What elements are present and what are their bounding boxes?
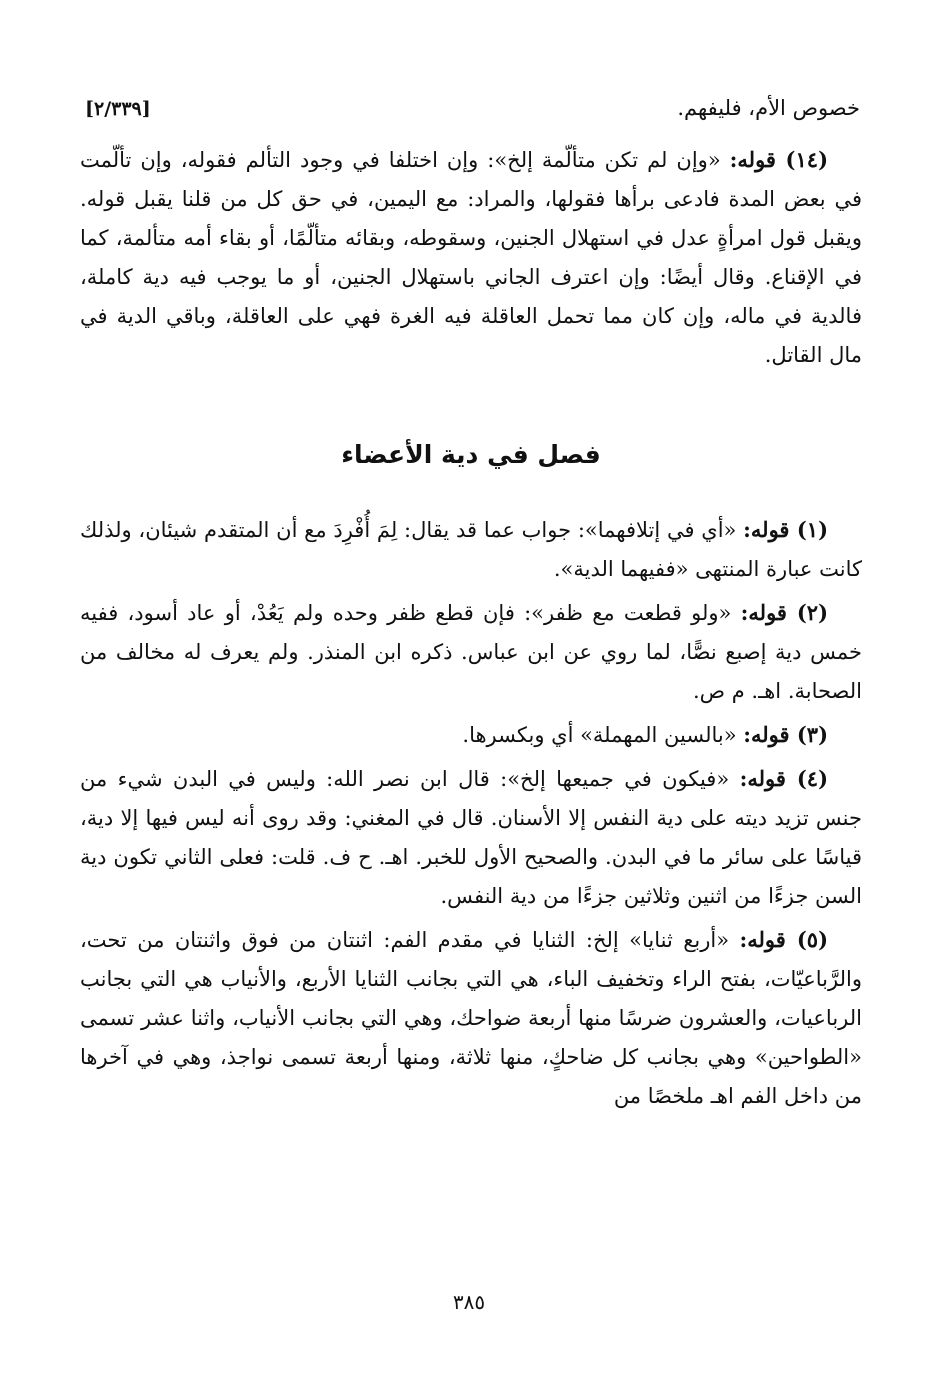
continuation-text: خصوص الأم، فليفهم. [677,96,860,120]
page-header [85,96,860,132]
page-number: ٣٨٥ [452,1290,486,1314]
note-paragraph [80,920,862,1116]
note-lead: (٣) قوله: [743,722,828,747]
page-reference: [٢/٣٣٩] [85,98,151,120]
note-text: «أي في إتلافهما»: جواب عما قد يقال: لِمَ أُفْرِدَ مع أن المتقدم شيئان، ولذلك كانت عبارة المنتهى «ففيهما الدية». [80,518,862,581]
note-paragraph [80,510,862,589]
note-text: «فيكون في جميعها إلخ»: قال ابن نصر الله: وليس في البدن شيء من جنس تزيد ديته على دية النفس إلا الأسنان. قال في المغني: وقد روى أنه ليس فيها إلا دية، قياسًا على سائر ما في البدن. والصحيح الأول للخبر. اهـ. ح ف. قلت: فعلى الثاني تكون دية السن جزءًا من اثنين وثلاثين جزءًا من دية النفس. [80,767,862,908]
note-text: «بالسين المهملة» أي وبكسرها. [462,723,744,747]
note-lead: (٤) قوله: [739,766,829,791]
note-lead: (٥) قوله: [739,927,828,952]
notes-block-before [80,140,862,375]
note-text: «ولو قطعت مع ظفر»: فإن قطع ظفر وحده ولم يَعُدْ، أو عاد أسود، ففيه خمس دية إصبع نصًّا، لما روي عن ابن عباس. ذكره ابن المنذر. ولم يعرف له مخالف من الصحابة. اهـ. م ص. [80,601,862,703]
note-lead: (١٤) قوله: [729,147,828,172]
notes-block-after [80,510,862,1116]
note-text: «وإن لم تكن متألّمة إلخ»: وإن اختلفا في وجود التألم فقوله، وإن تألّمت في بعض المدة فادعى برأها فقولها، والمراد: مع اليمين، في حق كل من قلنا يقبل قوله. ويقبل قول امرأةٍ عدل في استهلال الجنين، وسقوطه، وبقائه متألّمًا، أو بقاء أمه متألمة، كما في الإقناع. وقال أيضًا: وإن اعترف الجاني باستهلال الجنين، أو ما يوجب فيه دية كاملة، فالدية في ماله، وإن كان مما تحمل العاقلة فيه الغرة فهي على العاقلة، وباقي الدية في مال القاتل. [80,148,862,367]
note-lead: (١) قوله: [743,517,828,542]
note-paragraph [80,593,862,711]
note-text: «أربع ثنايا» إلخ: الثنايا في مقدم الفم: اثنتان من فوق واثنتان من تحت، والرَّباعيّات، بفتح الراء وتخفيف الباء، هي التي بجانب الثنايا الأربع، والأنياب هي التي بجانب الرباعيات، والعشرون ضرسًا منها أربعة ضواحك، وهي التي بجانب الأنياب، واثنا عشر تسمى «الطواحين» وهي بجانب كل ضاحكٍ، منها ثلاثة، ومنها أربعة تسمى نواجذ، وهي في آخرها من داخل الفم اهـ ملخصًا من [80,928,862,1108]
note-paragraph [80,759,862,916]
note-paragraph [80,715,862,755]
note-lead: (٢) قوله: [740,600,828,625]
section-heading: فصل في دية الأعضاء [341,440,601,469]
note-paragraph [80,140,862,375]
